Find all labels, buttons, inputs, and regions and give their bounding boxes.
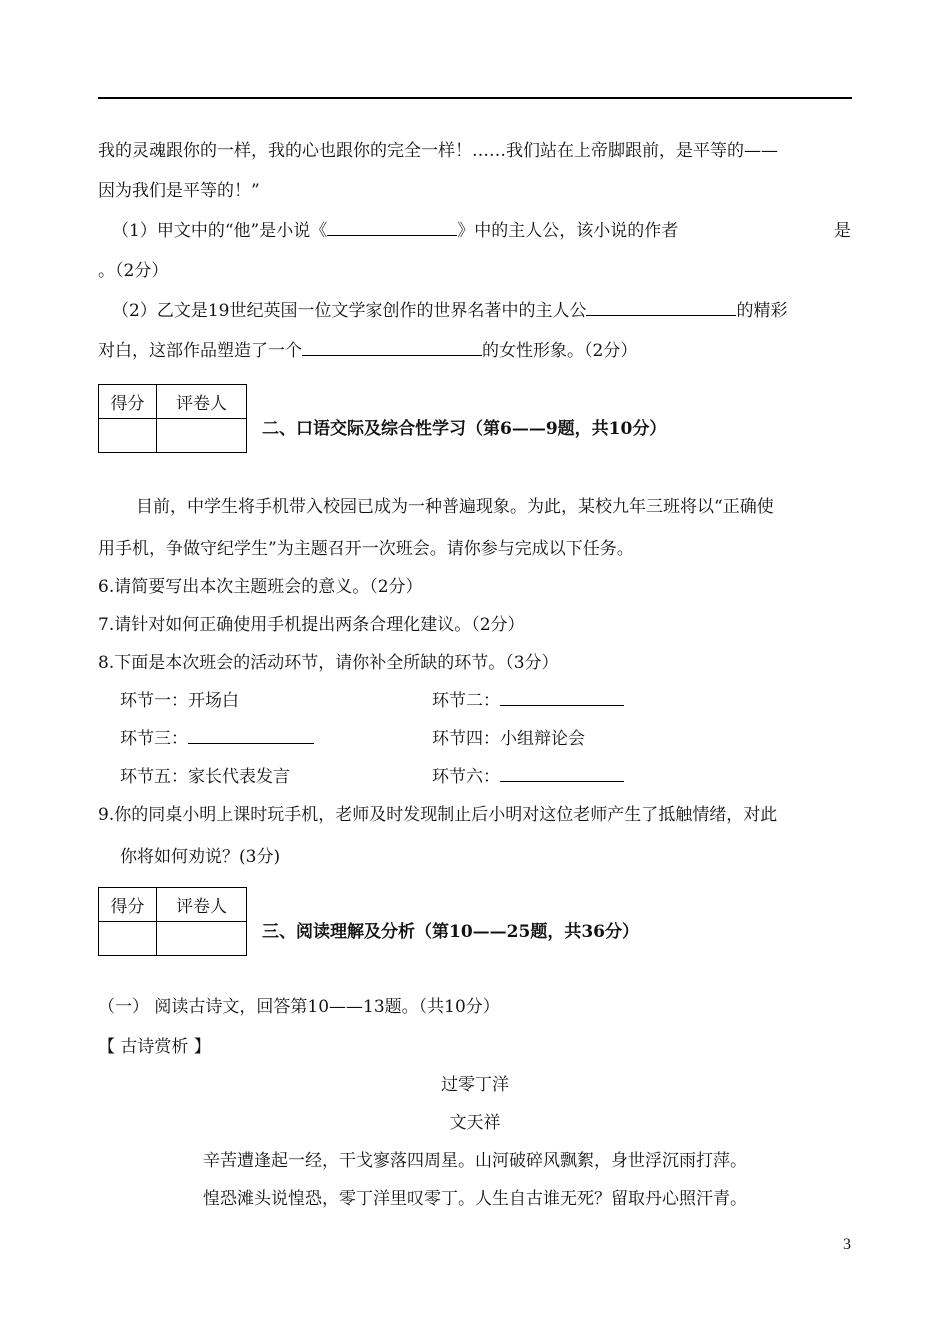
step-5: 环节五：家长代表发言 — [120, 767, 290, 787]
question-9-line-1: 9.你的同桌小明上课时玩手机，老师及时发现制止后小明对这位老师产生了抵触情绪，对此 — [98, 805, 778, 825]
step-1: 环节一：开场白 — [120, 691, 239, 711]
header-rule — [98, 97, 852, 99]
intro-line-1: 我的灵魂跟你的一样，我的心也跟你的完全一样！……我们站在上帝脚跟前，是平等的—— — [98, 141, 778, 161]
grader-header: 评卷人 — [157, 385, 247, 419]
q5-1-middle: 》中的主人公，该小说的作者 — [457, 221, 679, 241]
q5-1-novel-blank[interactable] — [327, 217, 457, 236]
poem-author: 文天祥 — [449, 1113, 501, 1133]
question-7: 7.请针对如何正确使用手机提出两条合理化建议。（2分） — [98, 615, 525, 635]
section-2-para-1: 目前，中学生将手机带入校园已成为一种普遍现象。为此，某校九年三班将以“正确使 — [136, 497, 774, 517]
question-5-2 — [112, 296, 787, 321]
step-6-blank[interactable] — [500, 763, 624, 782]
grader-cell[interactable] — [157, 419, 247, 453]
question-9-line-2: 你将如何劝说？(3分) — [120, 847, 281, 867]
section-2-para-2: 用手机，争做守纪学生”为主题召开一次班会。请你参与完成以下任务。 — [98, 539, 634, 559]
step-2-blank[interactable] — [500, 687, 624, 706]
score-header: 得分 — [99, 385, 157, 419]
q5-2-suffix: 的精彩 — [736, 301, 788, 321]
q5-2-line2-prefix: 对白，这部作品塑造了一个 — [98, 341, 302, 361]
step-3 — [120, 724, 314, 749]
q5-1-suffix: 是 — [834, 221, 851, 241]
score-table-section-2 — [98, 384, 247, 453]
poem-line-1: 辛苦遭逢起一经，干戈寥落四周星。山河破碎风飘絮，身世浮沉雨打萍。 — [203, 1151, 747, 1171]
section-3-title: 三、阅读理解及分析（第10——25题，共36分） — [262, 922, 639, 942]
step-2-label: 环节二： — [432, 691, 500, 711]
step-6 — [432, 762, 624, 787]
step-2 — [432, 686, 624, 711]
step-6-label: 环节六： — [432, 767, 500, 787]
step-3-label: 环节三： — [120, 729, 188, 749]
poem-title: 过零丁洋 — [441, 1075, 509, 1095]
score-cell[interactable] — [99, 922, 157, 956]
step-3-blank[interactable] — [188, 725, 314, 744]
score-cell[interactable] — [99, 419, 157, 453]
poem-line-2: 惶恐滩头说惶恐，零丁洋里叹零丁。人生自古谁无死？留取丹心照汗青。 — [203, 1189, 747, 1209]
section-3-sub-1: （一） 阅读古诗文，回答第10——13题。（共10分） — [98, 997, 500, 1017]
question-8: 8.下面是本次班会的活动环节，请你补全所缺的环节。（3分） — [98, 653, 559, 673]
q5-2-character-blank[interactable] — [586, 297, 736, 316]
q5-1-tail: 。（2分） — [98, 261, 169, 281]
page-number: 3 — [843, 1236, 851, 1253]
poem-appreciation-label: 【 古诗赏析 】 — [98, 1037, 211, 1057]
question-6: 6.请简要写出本次主题班会的意义。（2分） — [98, 577, 423, 597]
grader-header: 评卷人 — [157, 888, 247, 922]
grader-cell[interactable] — [157, 922, 247, 956]
score-header: 得分 — [99, 888, 157, 922]
intro-line-2: 因为我们是平等的！” — [98, 181, 260, 201]
q5-2-prefix: （2）乙文是19世纪英国一位文学家创作的世界名著中的主人公 — [112, 301, 587, 321]
question-5-1 — [112, 216, 678, 241]
q5-1-prefix: （1）甲文中的“他”是小说《 — [112, 221, 328, 241]
section-2-title: 二、口语交际及综合性学习（第6——9题，共10分） — [262, 419, 667, 439]
score-table-section-3 — [98, 887, 247, 956]
q5-2-image-blank[interactable] — [302, 337, 482, 356]
question-5-2-line-2 — [98, 336, 637, 361]
q5-2-line2-suffix: 的女性形象。（2分） — [482, 341, 638, 361]
step-4: 环节四：小组辩论会 — [432, 729, 585, 749]
